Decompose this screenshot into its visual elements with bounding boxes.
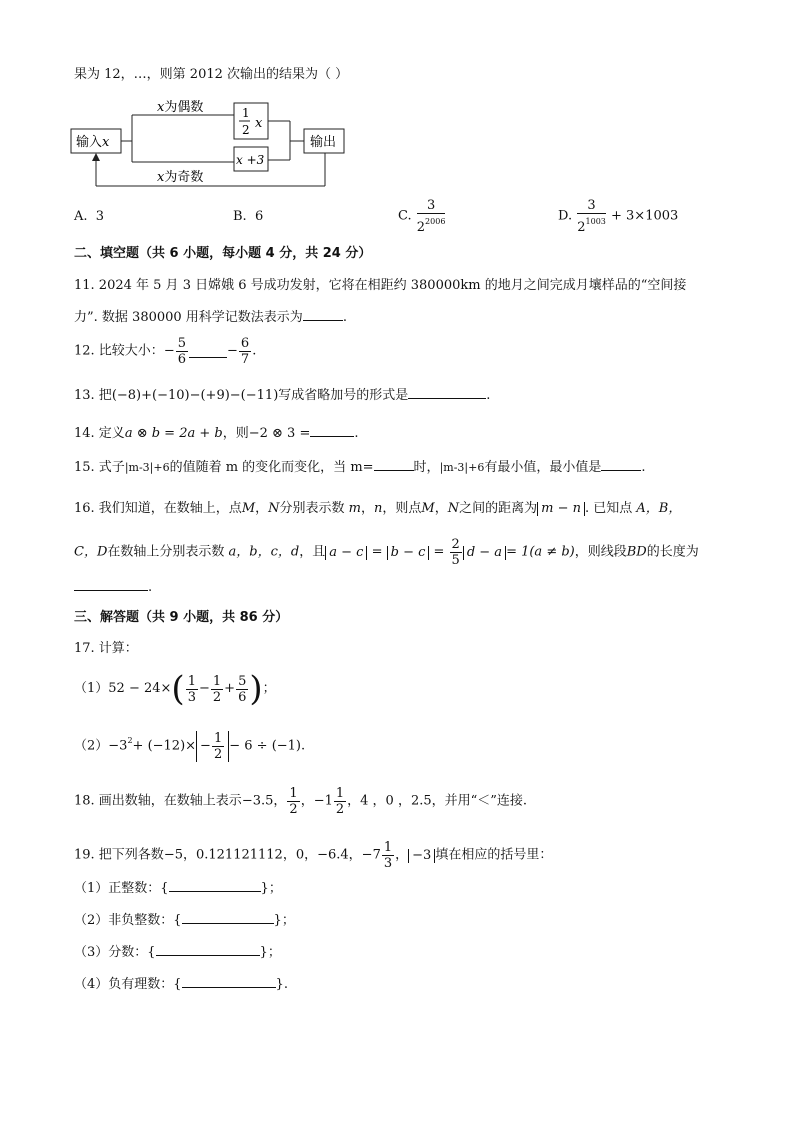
q17-part2: $(2)-3^2+ (-12)\times$ − $\frac{1}{2}$ − 6 ÷ (−1). — [74, 731, 306, 762]
half-num: 1 — [242, 106, 250, 120]
option-a[interactable]: A. 3 — [74, 209, 105, 224]
section-2-title: 二、填空题（共 6 小题，每小题 4 分，共 24 分） — [74, 246, 372, 261]
q18: 18. 画出数轴，在数轴上表示−3.5， $\frac{1}{2}$ ，−1 $\frac{1}{2}$ ，4 ，0 ，2.5，并用“＜”连接. — [74, 786, 528, 817]
q15: 15. 式子|m-3|+6的值随着 m 的变化而变化，当 m= 时，|m-3|+6有最小值，最小值是 . — [74, 460, 646, 475]
q14: 14. 定义a ⊗ b = 2a + b，则−2 ⊗ 3 = . — [74, 426, 359, 441]
q16-line2: C，D在数轴上分别表示数 a，b，c，d，且 a − c = b − c = $\frac{2}{5}$ d − a = 1(a ≠ b)，则线段BD的长度为 — [74, 537, 699, 568]
q12-blank[interactable] — [189, 345, 227, 358]
q16-line1: 16. 我们知道，在数轴上，点M，N分别表示数 m，n，则点M，N之间的距离为 m − n . 已知点 A，B， — [74, 501, 682, 516]
q13: 13. 把(−8)+(−10)−(+9)−(−11)写成省略加号的形式是 . — [74, 388, 491, 403]
q15-blank-2[interactable] — [601, 458, 641, 471]
input-label: 输入x — [76, 135, 110, 150]
q19-item-1: （1）正整数：{ }； — [74, 881, 282, 896]
q19-blank-3[interactable] — [156, 943, 260, 956]
half-x: x — [255, 116, 263, 131]
q15-blank-1[interactable] — [374, 458, 414, 471]
q13-blank[interactable] — [408, 386, 486, 399]
q11-blank[interactable] — [303, 308, 343, 321]
q16-blank[interactable] — [74, 578, 148, 591]
q19-blank-1[interactable] — [169, 879, 261, 892]
q12: 12. 比较大小：− $\frac{5}{6}$ − $\frac{6}{7}$ . — [74, 336, 257, 367]
flowchart-diagram — [70, 100, 370, 195]
q10-stem: 果为 12，…，则第 2012 次输出的结果为（ ） — [74, 67, 349, 82]
q11-line2: 力”. 数据 380000 用科学记数法表示为 . — [74, 310, 347, 325]
even-label: x为偶数 — [157, 100, 204, 115]
odd-label: x为奇数 — [157, 170, 204, 185]
option-b[interactable]: B. 6 — [233, 209, 264, 224]
q19-item-3: （3）分数：{ }； — [74, 945, 281, 960]
q19-item-2: （2）非负整数：{ }； — [74, 913, 295, 928]
section-3-title: 三、解答题（共 9 小题，共 86 分） — [74, 610, 289, 625]
q17-title: 17. 计算： — [74, 641, 138, 656]
option-d[interactable]: D. $\frac{3}{2^{1003}}$ + 3×1003 — [558, 198, 679, 235]
q19-blank-2[interactable] — [182, 911, 274, 924]
half-den: 2 — [242, 123, 250, 137]
q19-item-4: （4）负有理数：{ }. — [74, 977, 288, 992]
x-plus3-label: x +3 — [236, 153, 265, 167]
output-label: 输出 — [310, 135, 337, 150]
option-c[interactable]: C. $\frac{3}{2^{2006}}$ — [398, 198, 446, 235]
q17-part1: （1）52 − 24×( $\frac{1}{3}$ − $\frac{1}{2}$ + $\frac{5}{6}$ )； — [74, 669, 276, 709]
q14-blank[interactable] — [310, 424, 354, 437]
q11-line1: 11. 2024 年 5 月 3 日嫦娥 6 号成功发射，它将在相距约 380000km 的地月之间完成月壤样品的“空间接 — [74, 278, 687, 293]
q19-stem: 19. 把下列各数−5，0.121121112，0，−6.4，−7 $\frac{1}{3}$ ， −3 填在相应的括号里： — [74, 840, 553, 871]
q19-blank-4[interactable] — [182, 975, 276, 988]
q16-line3: . — [74, 578, 152, 597]
